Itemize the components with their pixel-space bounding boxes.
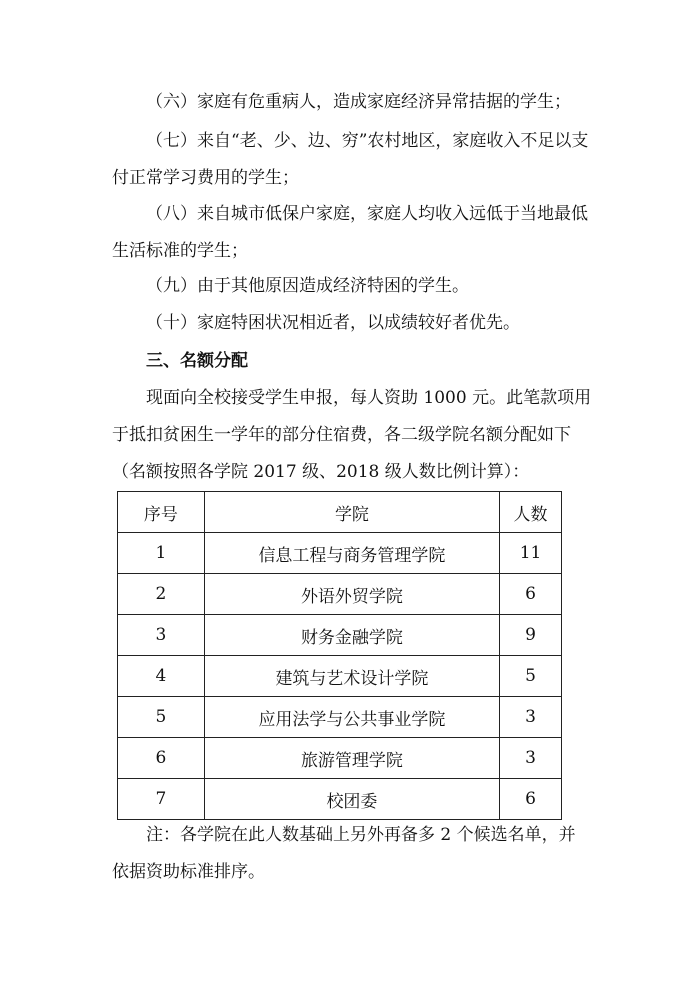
- table-row: [118, 615, 562, 656]
- cell-college: 应用法学与公共事业学院: [204, 697, 499, 738]
- table-header-row: [118, 492, 562, 533]
- cell-no: 5: [118, 697, 205, 738]
- intro-paragraph: 现面向全校接受学生申报，每人资助 1000 元。此笔款项用于抵扣贫困生一学年的部分住宿费，各二级学院名额分配如下（名额按照各学院 2017 级、2018 级人数比例计算）：: [112, 388, 592, 482]
- section-heading: 三、名额分配: [146, 351, 248, 371]
- table-row: [118, 574, 562, 615]
- paragraph-item-7: （七）来自“老、少、边、穷”农村地区，家庭收入不足以支付正常学习费用的学生；: [112, 131, 589, 188]
- note-paragraph: 注：各学院在此人数基础上另外再备多 2 个候选名单，并依据资助标准排序。: [112, 825, 576, 882]
- paragraph-item-9: （九）由于其他原因造成经济特困的学生。: [146, 276, 469, 296]
- cell-count: 6: [500, 574, 562, 615]
- paragraph-item-8: （八）来自城市低保户家庭，家庭人均收入远低于当地最低生活标准的学生；: [112, 204, 588, 261]
- cell-college: 外语外贸学院: [204, 574, 499, 615]
- cell-count: 5: [500, 656, 562, 697]
- cell-count: 11: [500, 533, 562, 574]
- header-count: 人数: [500, 492, 562, 533]
- paragraph-item-6: （六）家庭有危重病人，造成家庭经济异常拮据的学生；: [146, 92, 571, 112]
- cell-count: 9: [500, 615, 562, 656]
- cell-no: 7: [118, 779, 205, 820]
- cell-college: 旅游管理学院: [204, 738, 499, 779]
- table-row: [118, 697, 562, 738]
- table-row: [118, 779, 562, 820]
- table-row: [118, 656, 562, 697]
- cell-count: 3: [500, 697, 562, 738]
- cell-no: 3: [118, 615, 205, 656]
- cell-count: 6: [500, 779, 562, 820]
- header-no: 序号: [118, 492, 205, 533]
- header-college: 学院: [204, 492, 499, 533]
- cell-college: 校团委: [204, 779, 499, 820]
- quota-table: [117, 491, 562, 820]
- paragraph-item-10: （十）家庭特困状况相近者，以成绩较好者优先。: [146, 313, 520, 333]
- cell-no: 6: [118, 738, 205, 779]
- cell-no: 1: [118, 533, 205, 574]
- cell-no: 2: [118, 574, 205, 615]
- cell-college: 建筑与艺术设计学院: [204, 656, 499, 697]
- cell-college: 信息工程与商务管理学院: [204, 533, 499, 574]
- cell-no: 4: [118, 656, 205, 697]
- cell-college: 财务金融学院: [204, 615, 499, 656]
- table-row: [118, 738, 562, 779]
- cell-count: 3: [500, 738, 562, 779]
- table-row: [118, 533, 562, 574]
